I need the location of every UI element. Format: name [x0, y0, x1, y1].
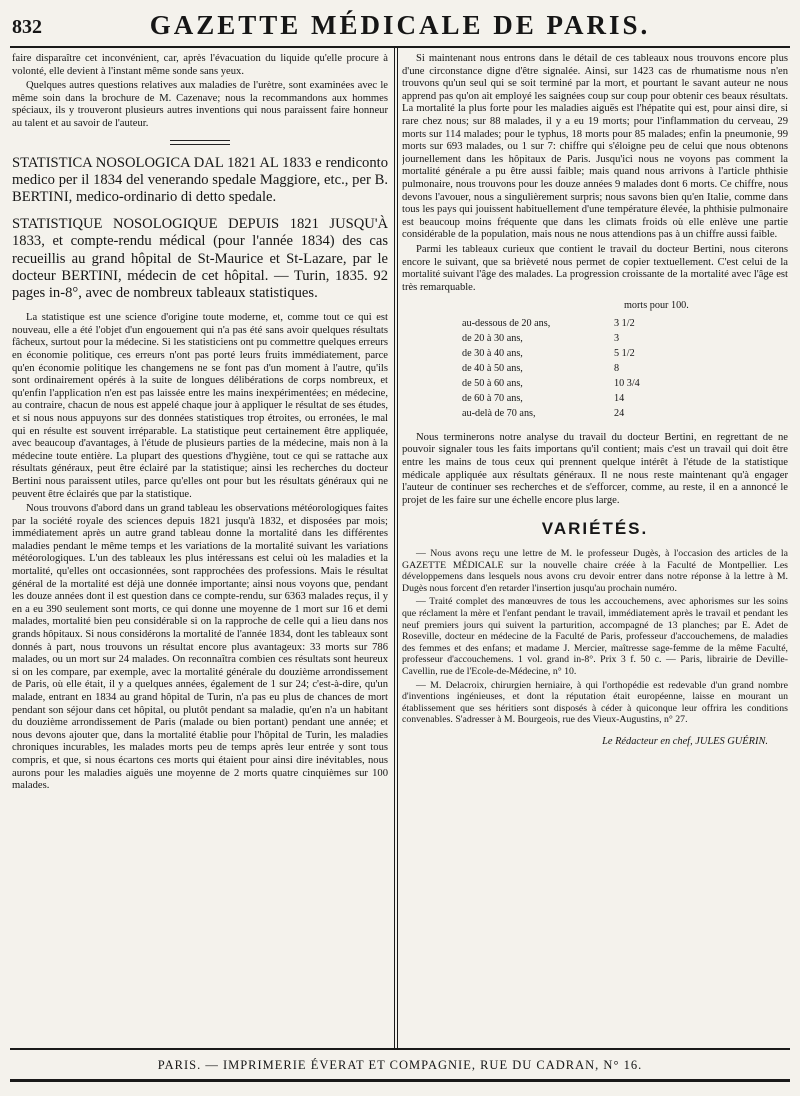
section-separator [170, 140, 230, 145]
footer-rule-bottom [10, 1079, 790, 1082]
mortality-value: 8 [614, 363, 620, 375]
age-range: au-delà de 70 ans, [462, 408, 536, 420]
mortality-table [402, 300, 788, 422]
age-range: de 60 à 70 ans, [462, 393, 523, 405]
varietes-heading: VARIÉTÉS. [541, 519, 649, 539]
age-range: au-dessous de 20 ans, [462, 318, 551, 330]
age-range: de 50 à 60 ans, [462, 378, 523, 390]
table-row [402, 332, 788, 347]
age-range: de 20 à 30 ans, [462, 333, 523, 345]
age-range: de 40 à 50 ans, [462, 363, 523, 375]
table-row [402, 362, 788, 377]
table-row [402, 377, 788, 392]
page-number: 832 [12, 16, 42, 38]
table-row [402, 347, 788, 362]
column-divider [394, 48, 398, 1048]
news-item: — Nous avons reçu une lettre de M. le professeur Dugès, à l'occasion des articles de la GAZETTE MÉDICALE sur la nouvelle chaire créée à la Faculté de Montpellier. Les développemens dans lesquels nous avons cru devoir entrer dans notre réponse à la lettre à M. Dugès nous forcent d'en retarder l'insertion jusqu'au prochain numéro. [402, 548, 788, 594]
paragraph: Parmi les tableaux curieux que contient le travail du docteur Bertini, nous citerons encore le suivant, que sa brièveté nous permet de copier textuellement. C'est celui de la mortalité suivant l'âge des malades. La progression croissante de la mortalité avec l'âge est très remarquable. [402, 243, 788, 293]
paragraph: Quelques autres questions relatives aux maladies de l'urètre, sont examinées avec le même soin dans la brochure de M. Cazenave; nous la recommandons aux hommes spéciaux, ils y trouveront plusieurs autres inventions qui nous paraissent faire honneur au talent et au savoir de l'auteur. [12, 80, 388, 129]
mortality-table-header: morts pour 100. [624, 300, 689, 312]
review-title-italian: STATISTICA NOSOLOGICA DAL 1821 AL 1833 e rendiconto medico per il 1834 del venerando spedale Maggiore, etc., per B. BERTINI, medico-ordinario di detto spedale. [12, 154, 388, 205]
table-row [402, 407, 788, 422]
editor-signature: Le Rédacteur en chef, JULES GUÉRIN. [602, 735, 768, 747]
news-item: — Traité complet des manœuvres de tous les accouchemens, avec aphorismes sur les soins que réclament la mère et l'enfant pendant le travail, immédiatement après le travail et pendant les neuf premiers jours qui suivent la parturition, accompagné de 13 planches; par E. Adet de Roseville, docteur en médecine de la Faculté de Paris, professeur d'accouchemens, de maladies des femmes et des enfans; et madame J. Mercier, maîtresse sage-femme de la même Faculté, professeur d'accouchemens. 1 vol. grand in-8°. Prix 3 f. 50 c. — Paris, librairie de Deville-Cavellin, rue de l'Ecole-de-Médecine, n° 10. [402, 596, 788, 677]
news-item: — M. Delacroix, chirurgien herniaire, à qui l'orthopédie est redevable d'un grand nombre d'inventions ingénieuses, et dont la réputation était européenne, laisse en mourant un établissement que ses héritiers sont disposés à céder à quiconque leur offrira les conditions convenables. S'adresser à M. Bourgeois, rue des Vieux-Augustins, n° 27. [402, 679, 788, 726]
table-row [402, 317, 788, 332]
age-range: de 30 à 40 ans, [462, 348, 523, 360]
review-title-french: STATISTIQUE NOSOLOGIQUE DEPUIS 1821 JUSQU'À 1833, et compte-rendu médical (pour l'année 1834) des cas recueillis au grand hôpital de St-Maurice et St-Lazare, par le docteur BERTINI, médecin de cet hôpital. — Turin, 1835. 92 pages in-8°, avec de nombreux tableaux statistiques. [12, 216, 388, 301]
mortality-value: 24 [614, 408, 625, 420]
paragraph: La statistique est une science d'origine toute moderne, et, comme tout ce qui est nouveau, elle a été l'objet d'un engouement qui n'a pas été sans avoir quelques résultats fâcheux, surtout pour la médecine. Si les statisticiens ont pu commettre quelques erreurs en économie politique, ces erreurs n'ont pas porté leurs fruits immédiatement, parce qu'en économie politique les changemens ne se font pas d'un moment à l'autre, qu'ils sont ordinairement opérés à la suite de longues délibérations de corps nombreux, et qu'enfin l'application n'en est pas laissée entre les mains inexpérimentées; en médecine, au contraire, chacun de nous est appelé chaque jour à appliquer le résultat de ses études, et si nous nous appuyons sur des données statistiques trop étroites, ou erronées, le mal qui en résulte est souvent irréparable. La statistique peut certainement être appliquée, avec beaucoup d'avantages, à l'étude de plusieurs parties de la médecine, mais non à la médecine toute entière. La plupart des questions d'hygiène, tout ce qui se rattache aux résultats généraux, peut être éclairé par la statistique; ainsi les recherches du docteur Bertini nous paraissent utiles, parce qu'elles ont pour but les résultats généraux qui ne peuvent être éclairés que par la statistique. [12, 312, 388, 500]
mortality-value: 14 [614, 393, 625, 405]
paragraph: Si maintenant nous entrons dans le détail de ces tableaux nous trouvons encore plus d'une circonstance digne d'être signalée. Ainsi, sur 1423 cas de rhumatisme nous n'en trouvons qu'un seul qui se soit terminé par la mort, et pourtant le savant auteur ne nous apprend pas qu'on ait employé les saignées coup sur coup pour obtenir ces beaux résultats. La mortalité la plus forte pour les maladies aiguës est l'hépatite qui est, pour ainsi dire, si rare chez nous; sur 88 malades, il y a eu 19 morts; pour l'inflammation du cerveau, 29 morts sur 114 malades; pour le typhus, 18 morts pour 85 malades; enfin la pneumonie, 99 morts sur 693 malades, ou 1 sur 7: chiffre qui s'éloigne peu de celui que nous obtenons journellement dans les hôpitaux de Paris. Jusqu'ici nous ne voyons pas comment la mortalité générale a pu être aussi faible; mais quand nous arrivons à l'article phthisie pulmonaire, nous trouvons pour les douze années 9 malades dont 6 morts. Ce chiffre, nous devons l'avouer, nous a singulièrement surpris; nous savons bien qu'en Italie, comme dans tous les pays qui jouissent habituellement d'une température élevée, la phthisie pulmonaire est beaucoup moins fréquente que dans les climats froids où elle enlève une partie considérable de la population, mais nous ne nous attendions pas à un chiffre aussi faible. [402, 53, 788, 241]
journal-title: GAZETTE MÉDICALE DE PARIS. [149, 10, 651, 40]
mortality-value: 5 1/2 [614, 348, 635, 360]
footer-rule-top [10, 1048, 790, 1050]
page-header [10, 4, 790, 46]
table-row [402, 392, 788, 407]
printer-footer: PARIS. — IMPRIMERIE ÉVERAT ET COMPAGNIE, RUE DU CADRAN, N° 16. [157, 1058, 643, 1072]
paragraph: Nous terminerons notre analyse du travail du docteur Bertini, en regrettant de ne pouvoir signaler tous les faits importans qu'il contient; mais c'est un travail qui doit être entre les mains de tous ceux qui prennent quelque intérêt à l'étude de la statistique médicale appliquée aux résultats généraux. Il ne nous reste maintenant qu'à engager l'auteur de continuer ses recherches et de s'efforcer, comme, au reste, il en a annoncé le projet de les faire sur une échelle encore plus large. [402, 431, 788, 506]
paragraph: Nous trouvons d'abord dans un grand tableau les observations météorologiques faites par la société royale des sciences depuis 1821 jusqu'à 1832, et disposées par mois; immédiatement après un autre grand tableau donne la mortalité dans les différentes maladies pendant le même temps et les variations de la mortalité suivant les variations météorologiques. L'un des tableaux les plus intéressans est celui où les maladies et la mortalité, qu'elles ont occasionnées, sont rapprochées des professions. Mais le résultat général de la mortalité est déjà une donnée importante; ainsi nous voyons que, pendant les douze années dont il est question dans ce compte-rendu, sur 6363 malades reçus, il y en a eu 390 seulement sont morts, ce qui donne une moyenne de 1 mort sur 16 et demi malades, mortalité bien peu considérable si on la rapproche de celle qui a lieu dans nos grands hôpitaux. Si nous considérons la mortalité de l'année 1834, dont les tableaux sont donnés à part, nous trouvons un résultat encore plus avantageux: 33 morts sur 786 malades, ou un mort sur 24 malades. On reconnaîtra combien ces résultats sont heureux si on les compare, par exemple, avec la mortalité générale du douzième arrondissement de Paris, où elle était, il y a quelques années, également de 1 sur 24; c'est-à-dire, qu'un malade, entrant en 1834 au grand hôpital de Turin, n'a pas eu plus de chances de mort pendant son séjour dans cet hôpital, ou plutôt pendant sa maladie, qu'en n'a un habitant du douzième arrondissement de Paris (malade ou bien portant) pendant une année; et nous devons ajouter que, dans la mortalité établie pour l'hôpital de Turin, les maladies chroniques incurables, les malades morts peu de temps après leur entrée y sont tous compris, et que, si nous écartons ces morts qui étaient pour ainsi dire inévitables, nous aurons pour les maladies aiguës une moyenne de 2 morts quatre cinquièmes sur 100 malades. [12, 503, 388, 792]
paragraph: faire disparaître cet inconvénient, car, après l'évacuation du liquide qu'elle procure à volonté, elle devient à l'instant même sonde sans yeux. [12, 53, 388, 77]
mortality-value: 3 [614, 333, 620, 345]
right-column [402, 53, 788, 1043]
mortality-value: 10 3/4 [614, 378, 640, 390]
header-rule [10, 46, 790, 48]
left-column [12, 53, 388, 1043]
mortality-value: 3 1/2 [614, 318, 635, 330]
